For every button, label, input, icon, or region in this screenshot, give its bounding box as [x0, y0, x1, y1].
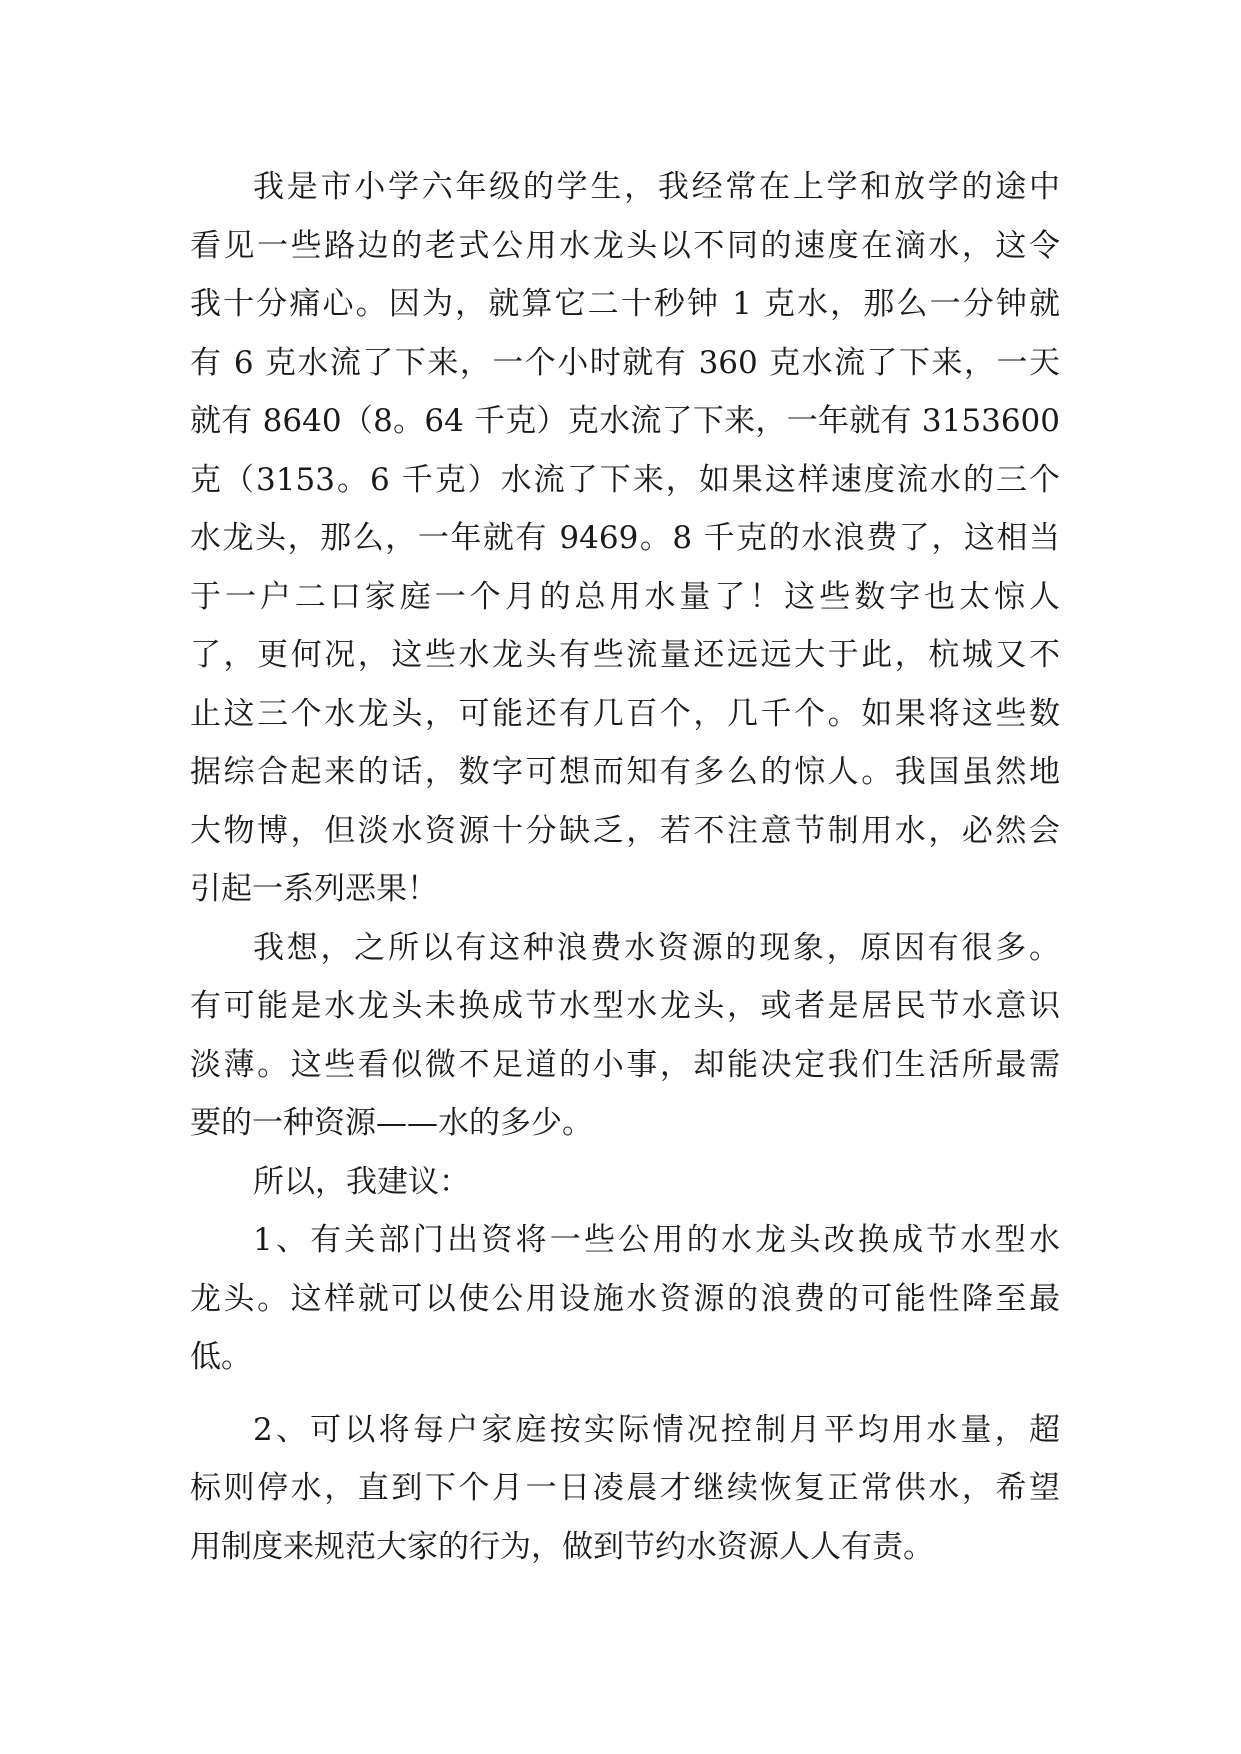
- text-line: 据综合起来的话，数字可想而知有多么的惊人。我国虽然地: [190, 754, 1060, 790]
- paragraph-suggestion-2: [190, 1401, 1060, 1577]
- text-line: 克（3153。6 千克）水流了下来，如果这样速度流水的三个: [190, 461, 1060, 498]
- text-line: 了，更何况，这些水龙头有些流量还远远大于此，杭城又不: [190, 637, 1060, 673]
- paragraph-faucet-observation: [190, 158, 1060, 919]
- text-line: 标则停水，直到下个月一日凌晨才继续恢复正常供水，希望: [190, 1470, 1060, 1506]
- text-line: 有可能是水龙头未换成节水型水龙头，或者是居民节水意识: [190, 988, 1060, 1024]
- text-line: 2、可以将每户家庭按实际情况控制月平均用水量，超: [253, 1411, 1060, 1448]
- text-line: 所以，我建议：: [253, 1163, 470, 1200]
- text-line: 淡薄。这些看似微不足道的小事，却能决定我们生活所最需: [190, 1046, 1060, 1083]
- text-line: 止这三个水龙头，可能还有几百个，几千个。如果将这些数: [190, 695, 1060, 732]
- text-line: 引起一系列恶果！: [190, 871, 438, 907]
- text-line: 有 6 克水流了下来，一个小时就有 360 克水流了下来，一天: [190, 344, 1060, 381]
- text-line: 要的一种资源——水的多少。: [190, 1105, 593, 1141]
- text-line: 我十分痛心。因为，就算它二十秒钟 1 克水，那么一分钟就: [190, 286, 1060, 322]
- paragraph-spacer: [190, 1387, 1060, 1401]
- text-line: 看见一些路边的老式公用水龙头以不同的速度在滴水，这令: [190, 227, 1060, 264]
- text-line: 我是市小学六年级的学生，我经常在上学和放学的途中: [253, 169, 1060, 205]
- paragraph-suggestion-1: [190, 1211, 1060, 1387]
- document-body: [190, 158, 1060, 1576]
- text-line: 于一户二口家庭一个月的总用水量了！这些数字也太惊人: [190, 578, 1060, 615]
- text-line: 我想，之所以有这种浪费水资源的现象，原因有很多。: [253, 929, 1060, 966]
- text-line: 大物博，但淡水资源十分缺乏，若不注意节制用水，必然会: [190, 812, 1060, 849]
- text-line: 低。: [190, 1339, 252, 1375]
- paragraph-causes: [190, 919, 1060, 1153]
- text-line: 水龙头，那么，一年就有 9469。8 千克的水浪费了，这相当: [190, 520, 1060, 556]
- paragraph-suggestion-intro: [190, 1153, 1060, 1212]
- text-line: 龙头。这样就可以使公用设施水资源的浪费的可能性降至最: [190, 1280, 1060, 1317]
- text-line: 就有 8640（8。64 千克）克水流了下来，一年就有 3153600: [190, 403, 1060, 439]
- text-line: 1、有关部门出资将一些公用的水龙头改换成节水型水: [253, 1222, 1060, 1258]
- text-line: 用制度来规范大家的行为，做到节约水资源人人有责。: [190, 1528, 934, 1565]
